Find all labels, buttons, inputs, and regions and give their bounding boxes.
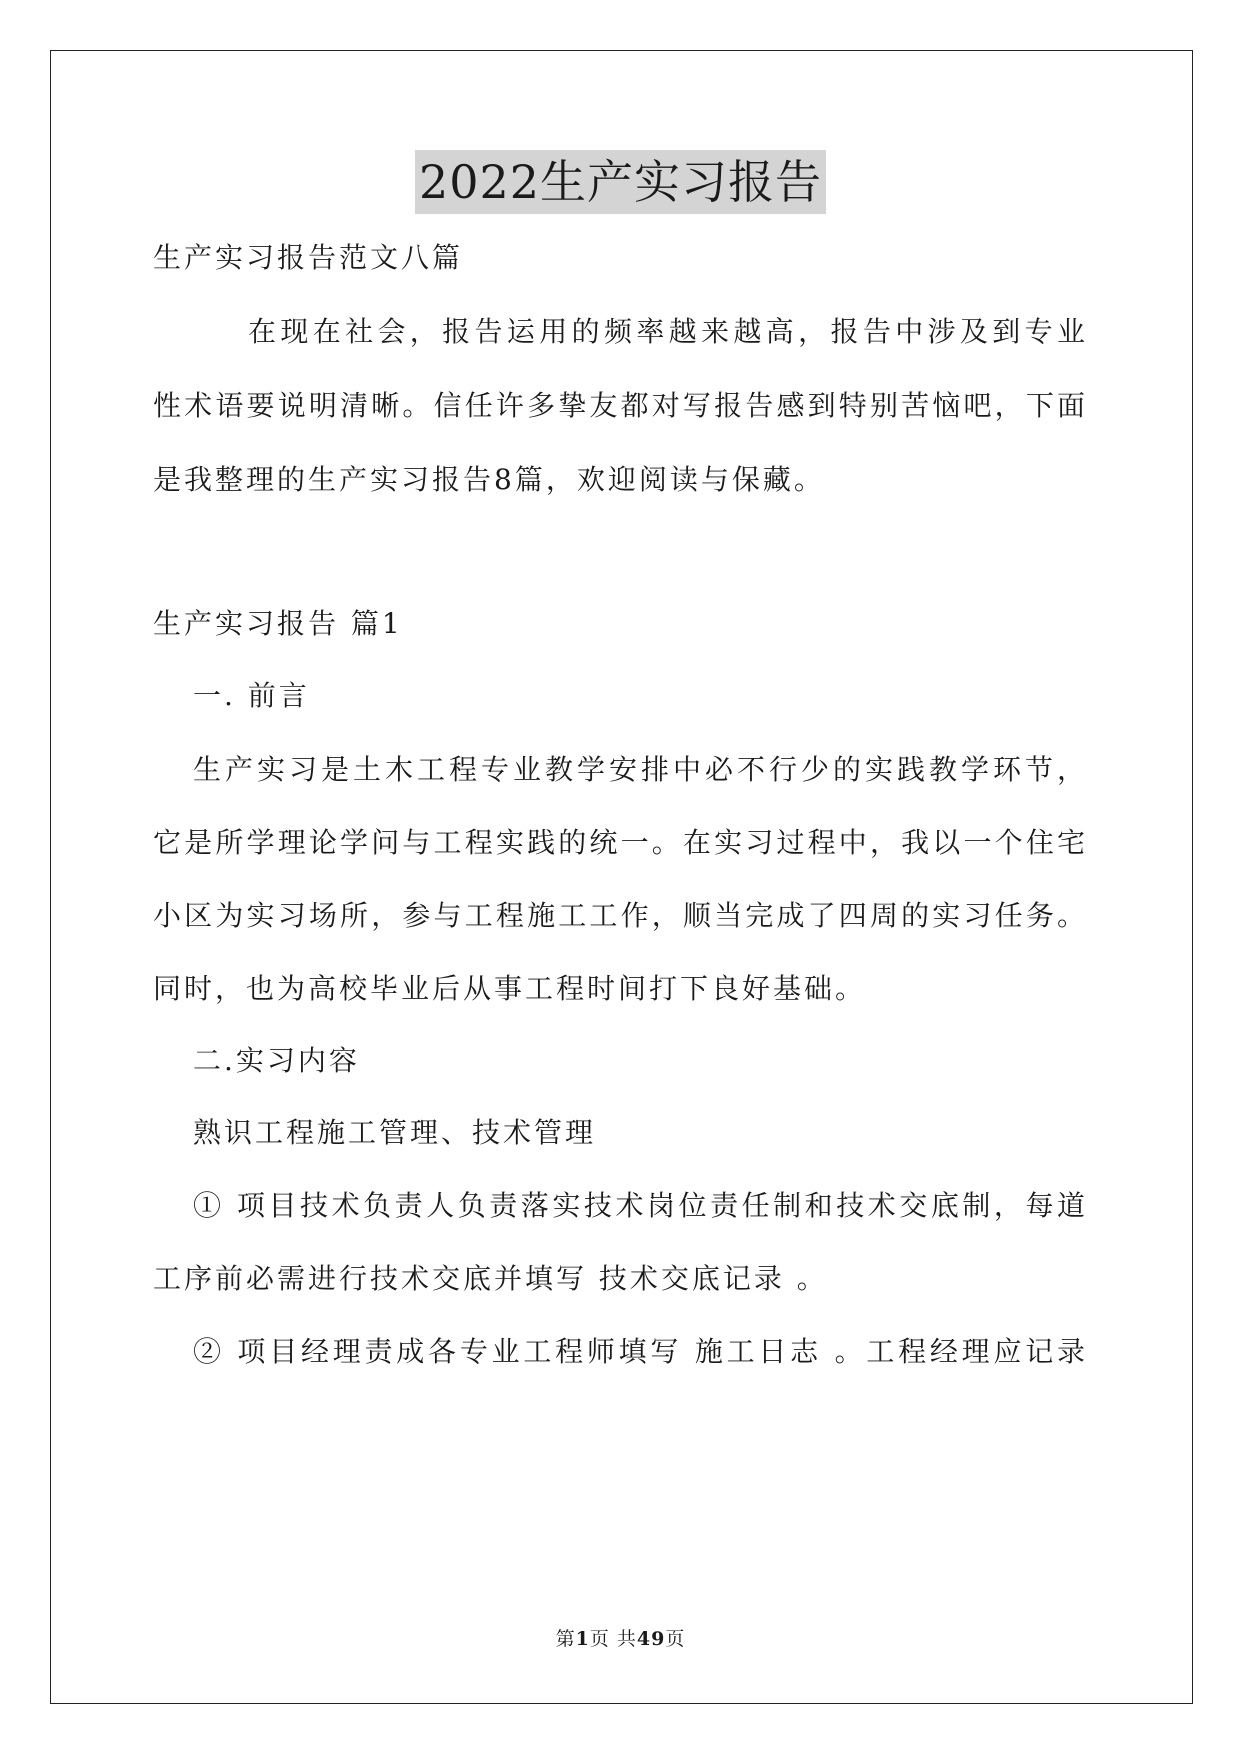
- footer-prefix: 第: [555, 1628, 576, 1650]
- intro-line-1: 在现在社会，报告运用的频率越来越高，报告中涉及到专业: [248, 315, 1088, 348]
- footer-page-number: 1: [575, 1628, 590, 1650]
- section-heading: 生产实习报告 篇1: [153, 607, 403, 640]
- document-title: 2022生产实习报告: [415, 150, 826, 214]
- title-container: [0, 150, 1241, 214]
- item2-line-1: ② 项目经理责成各专业工程师填写 施工日志 。工程经理应记录: [193, 1335, 1088, 1368]
- page-border: [50, 50, 1193, 1704]
- part1-line-2: 它是所学理论学问与工程实践的统一。在实习过程中，我以一个住宅: [153, 826, 1088, 859]
- intro-line-2: 性术语要说明清晰。信任许多挚友都对写报告感到特别苦恼吧，下面: [153, 389, 1088, 422]
- part2-heading: 二.实习内容: [193, 1044, 360, 1077]
- item1-line-2: 工序前必需进行技术交底并填写 技术交底记录 。: [153, 1262, 828, 1295]
- footer-mid: 页 共: [589, 1628, 637, 1650]
- part1-line-4: 同时，也为高校毕业后从事工程时间打下良好基础。: [153, 972, 867, 1005]
- document-subtitle: 生产实习报告范文八篇: [153, 241, 464, 274]
- part1-line-3: 小区为实习场所，参与工程施工工作，顺当完成了四周的实习任务。: [153, 899, 1088, 932]
- part2-subheading: 熟识工程施工管理、技术管理: [193, 1116, 597, 1149]
- footer-total-pages: 49: [636, 1628, 666, 1650]
- item1-line-1: ① 项目技术负责人负责落实技术岗位责任制和技术交底制，每道: [193, 1189, 1088, 1222]
- part1-heading: 一. 前言: [193, 679, 310, 712]
- part1-line-1: 生产实习是土木工程专业教学安排中必不行少的实践教学环节，: [193, 753, 1088, 786]
- intro-line-3: 是我整理的生产实习报告8篇，欢迎阅读与保藏。: [153, 463, 825, 496]
- page-footer: [0, 1624, 1241, 1651]
- footer-suffix: 页: [665, 1628, 686, 1650]
